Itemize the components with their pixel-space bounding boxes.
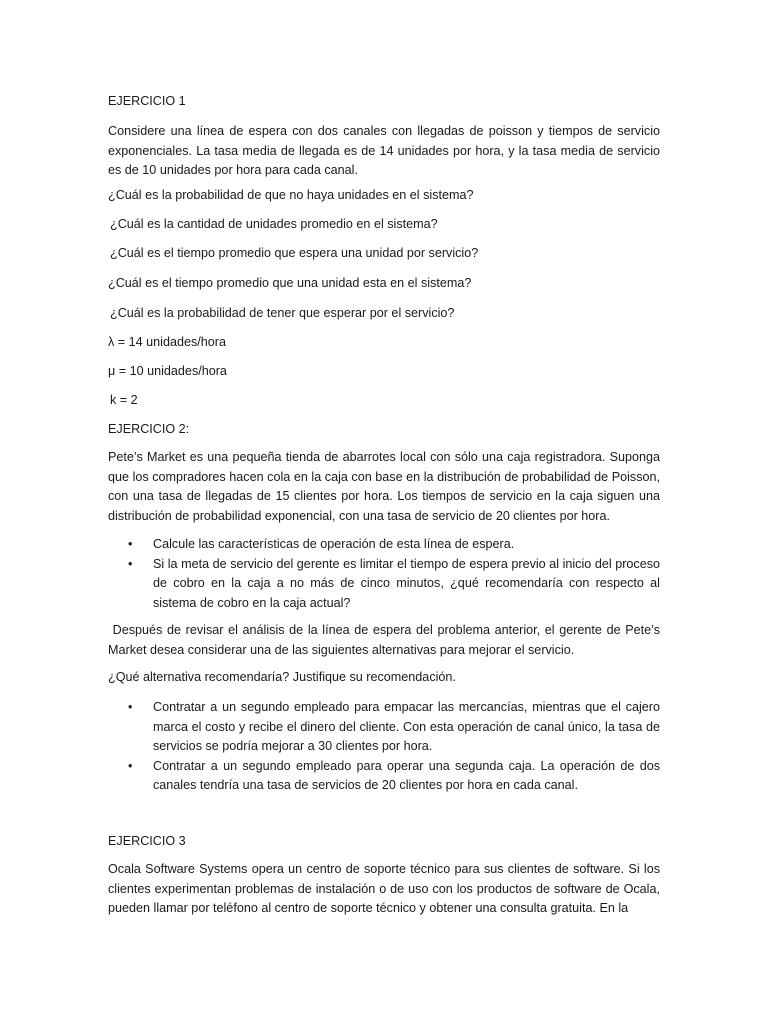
ejercicio-2-bullets xyxy=(108,535,660,613)
bullet-icon: • xyxy=(128,556,133,571)
alternative-text: Contratar a un segundo empleado para operar una segunda caja. La operación de dos canales tendría una tasa de servicios de 20 clientes por hora en cada canal. xyxy=(153,758,660,792)
ejercicio-2-intro: Pete’s Market es una pequeña tienda de abarrotes local con sólo una caja registradora. Suponga que los compradores hacen cola en la caja con base en la distribución de probabilidad de Poisson, con una tasa de llegadas de 15 clientes por hora. Los tiempos de servicio en la caja siguen una distribución de probabilidad exponencial, con una tasa de servicio de 20 clientes por hora. xyxy=(108,450,660,523)
ejercicio-2-question: ¿Qué alternativa recomendaría? Justifique su recomendación. xyxy=(108,670,456,684)
ejercicio-3-intro: Ocala Software Systems opera un centro de soporte técnico para sus clientes de software. Si los clientes experimentan problemas de instalación o de uso con los productos de software de Ocala, pueden llamar por teléfono al centro de soporte técnico y obtener una consulta gratuita. En la xyxy=(108,862,660,915)
list-item xyxy=(108,698,660,757)
bullet-text: Calcule las características de operación de esta línea de espera. xyxy=(153,537,515,551)
alternative-text: Contratar a un segundo empleado para empacar las mercancías, mientras que el cajero marca el costo y recibe el dinero del cliente. Con esta operación de canal único, la tasa de servicios se podría mejorar a 30 clientes por hora. xyxy=(153,700,660,753)
ejercicio-2-alternatives xyxy=(108,698,660,796)
ejercicio-1-question: ¿Cuál es la probabilidad de que no haya unidades en el sistema? xyxy=(108,188,474,202)
bullet-icon: • xyxy=(128,700,133,714)
bullet-icon: • xyxy=(128,537,133,551)
ejercicio-1-question: ¿Cuál es la probabilidad de tener que esperar por el servicio? xyxy=(110,306,455,320)
ejercicio-2-after xyxy=(108,621,660,660)
ejercicio-1-question: ¿Cuál es la cantidad de unidades promedio en el sistema? xyxy=(110,217,438,231)
document-page xyxy=(108,0,660,1024)
ejercicio-3-heading: EJERCICIO 3 xyxy=(108,834,186,848)
list-item xyxy=(108,535,660,555)
ejercicio-1-question: ¿Cuál es el tiempo promedio que espera una unidad por servicio? xyxy=(110,246,479,260)
after-text: Después de revisar el análisis de la línea de espera del problema anterior, el gerente de Pete’s Market desea considerar una de las siguientes alternativas para mejorar el servicio. xyxy=(108,623,661,657)
ejercicio-1-heading: EJERCICIO 1 xyxy=(108,94,186,108)
list-item xyxy=(108,555,660,614)
lambda-value: λ = 14 unidades/hora xyxy=(108,335,226,349)
ejercicio-2-heading: EJERCICIO 2: xyxy=(108,422,190,436)
ejercicio-1-question: ¿Cuál es el tiempo promedio que una unidad esta en el sistema? xyxy=(108,276,472,290)
mu-value: μ = 10 unidades/hora xyxy=(108,364,227,378)
bullet-icon: • xyxy=(128,758,133,773)
list-item xyxy=(108,757,660,796)
k-value: k = 2 xyxy=(110,393,138,407)
ejercicio-1-intro: Considere una línea de espera con dos canales con llegadas de poisson y tiempos de servicio exponenciales. La tasa media de llegada es de 14 unidades por hora, y la tasa media de servicio es de 10 unidades por hora para cada canal. xyxy=(108,124,660,177)
bullet-text: Si la meta de servicio del gerente es limitar el tiempo de espera previo al inicio del proceso de cobro en la caja a no más de cinco minutos, ¿qué recomendaría con respecto al sistema de cobro en la caja actual? xyxy=(153,556,660,610)
